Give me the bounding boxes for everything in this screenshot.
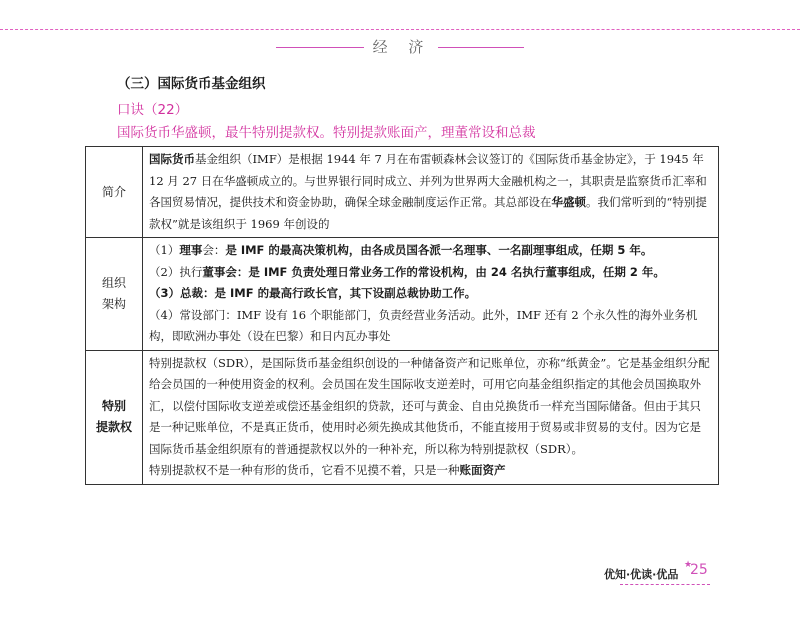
- org-item-2-desc: 会：是 IMF 负责处理日常业务工作的常设机构，由 24 名执行董事组成，任期 2 年。: [225, 264, 665, 279]
- mnemonic-text: 国际货币华盛顿，最牛特别提款权。特别提款账面产，理董常设和总裁: [117, 125, 536, 141]
- footer-dashed-divider: [620, 584, 710, 585]
- row-label-intro: 简介: [86, 147, 143, 238]
- intro-body: 基金组织（IMF）是根据 1944 年 7 月在布雷顿森林会议签订的《国际货币基金协定》，于 1945 年 12 月 27 日在华盛顿成立的。与世界银行同时成立、并列为世界两大金融机构之一，其职责是监察货币汇率和各国贸易情况，提供技术和资金协助，确保全球金融制度运作正常。其总部设在: [149, 152, 707, 209]
- org-item-3: [149, 283, 712, 305]
- sdr-paragraph-2: [149, 460, 712, 482]
- row-label-sdr-line1: 特别: [101, 399, 126, 413]
- page-header: [0, 36, 800, 58]
- header-right-rule: [438, 47, 524, 48]
- top-dashed-divider: [0, 29, 800, 30]
- footer-star-icon: ★: [684, 560, 693, 570]
- header-left-rule: [276, 47, 364, 48]
- row-label-org: [86, 238, 143, 351]
- row-label-sdr: [86, 350, 143, 484]
- org-item-1-desc: 是 IMF 的最高决策机构，由各成员国各派一名理事、一名副理事组成，任期 5 年。: [225, 243, 653, 257]
- row-label-sdr-line2: 提款权: [95, 420, 132, 434]
- intro-tail: 。我们常听到的“特别提款权”就是该组织于 1969 年创设的: [149, 195, 707, 231]
- org-item-2-term: 董事: [202, 264, 226, 279]
- row-label-org-line1: 组织: [101, 275, 126, 290]
- intro-lead: 国际货币: [149, 152, 195, 166]
- org-item-1-prefix: （1）: [149, 243, 180, 257]
- intro-hq: 华盛顿: [551, 195, 586, 209]
- table-row-org: [86, 238, 719, 351]
- intro-cell: [143, 147, 719, 238]
- org-item-1-mid: 会：: [202, 243, 226, 257]
- org-cell: [143, 238, 719, 351]
- org-item-1: [149, 240, 712, 262]
- org-item-2-prefix: （2）执行: [149, 264, 203, 279]
- imf-info-table: [85, 146, 719, 485]
- sdr-cell: [143, 350, 719, 484]
- section-title: （三）国际货币基金组织: [117, 76, 266, 92]
- org-item-4: （4）常设部门：IMF 设有 16 个职能部门，负责经营业务活动。此外，IMF 还有 2 个永久性的海外业务机构，即欧洲办事处（设在巴黎）和日内瓦办事处: [149, 307, 698, 343]
- sdr-paragraph-2-text: 特别提款权不是一种有形的货币，它看不见摸不着，只是一种: [149, 463, 460, 477]
- table-row-sdr: [86, 350, 719, 484]
- sdr-paragraph-2-em: 账面资产: [459, 463, 506, 477]
- sdr-paragraph-1: 特别提款权（SDR），是国际货币基金组织创设的一种储备资产和记账单位，亦称“纸黄金”。它是基金组织分配给会员国的一种使用资金的权利。会员国在发生国际收支逆差时，可用它向基金组织指定的其他会员国换取外汇，以偿付国际收支逆差或偿还基金组织的贷款，还可与黄金、自由兑换货币一样充当国际储备。但由于其只是一种记账单位，不是真正货币，使用时必须先换成其他货币，不能直接用于贸易或非贸易的支付。因为它是国际货币基金组织原有的普通提款权以外的一种补充，所以称为特别提款权（SDR）。: [149, 355, 710, 456]
- org-item-1-term: 理事: [179, 243, 203, 257]
- footer-slogan: 优知·优读·优品: [604, 568, 679, 581]
- org-item-3-text: （3）总裁：是 IMF 的最高行政长官，其下设副总裁协助工作。: [149, 286, 477, 300]
- header-title: 经 济: [372, 38, 432, 56]
- mnemonic-label: 口诀（22）: [117, 102, 189, 118]
- row-label-org-line2: 架构: [101, 296, 126, 311]
- page-number: 25: [690, 562, 708, 578]
- org-item-2: [149, 262, 712, 284]
- table-row-intro: [86, 147, 719, 238]
